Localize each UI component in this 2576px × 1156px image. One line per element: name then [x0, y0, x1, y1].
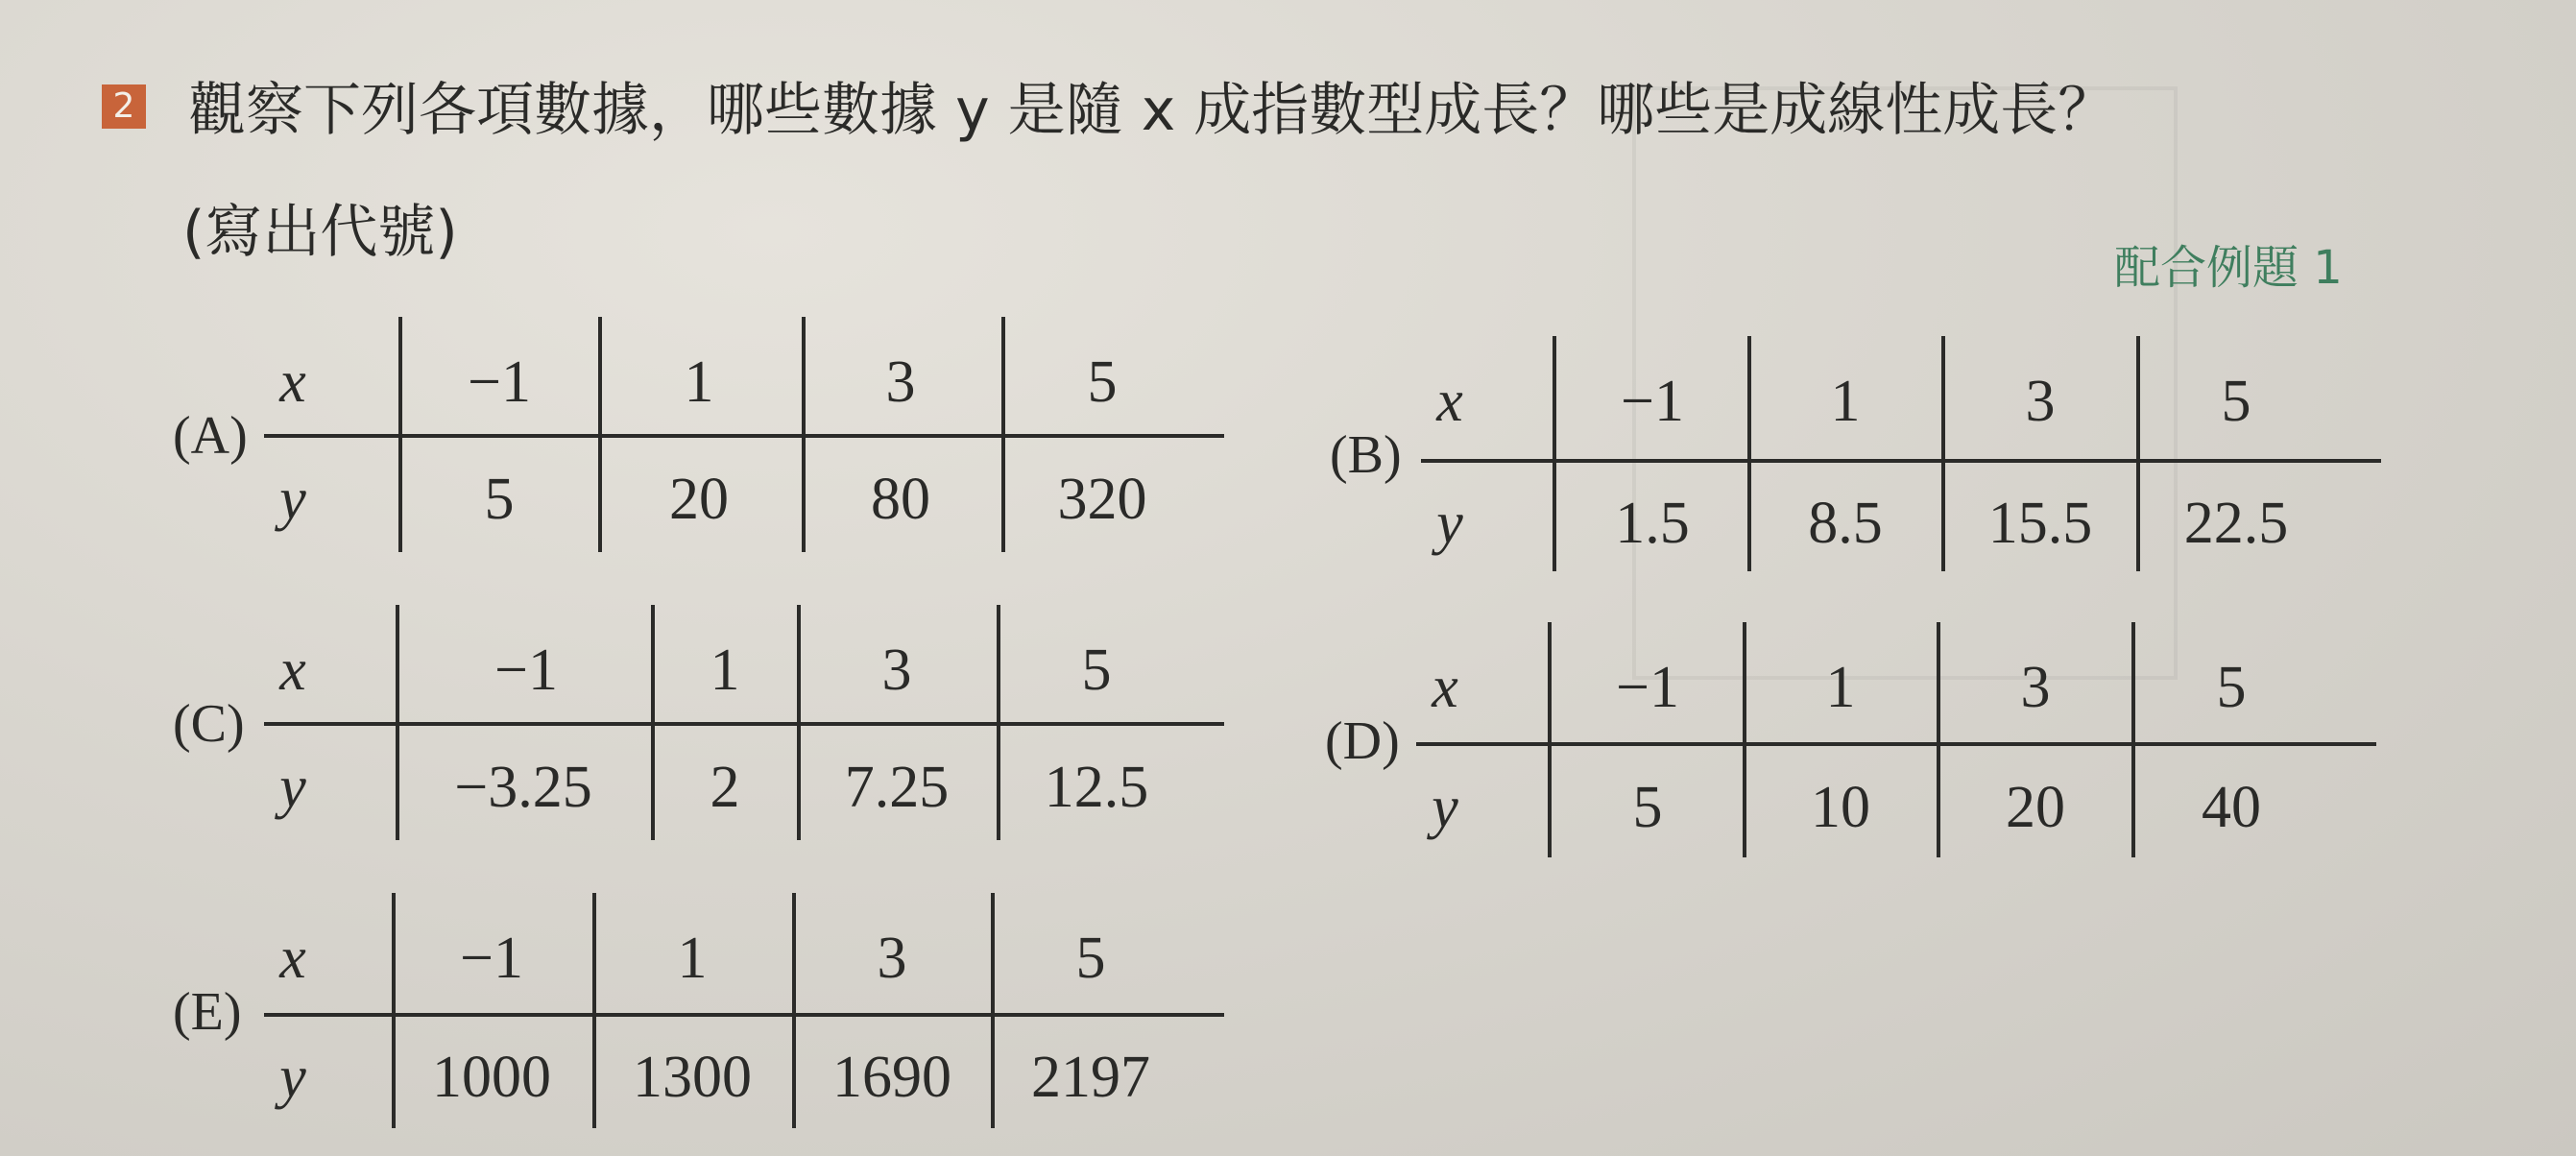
x-value-cell: 1	[1830, 369, 1861, 434]
table-label: (A)	[173, 406, 248, 466]
table-divider-horizontal	[264, 722, 1224, 726]
y-value-cell: 80	[871, 467, 930, 532]
table-label: (C)	[173, 694, 245, 754]
x-value-cell: −1	[494, 638, 558, 703]
y-header: y	[279, 1045, 306, 1110]
x-header: x	[279, 349, 306, 415]
question-number-badge: 2	[102, 84, 146, 129]
y-header: y	[1436, 491, 1463, 556]
table-label: (B)	[1330, 425, 1402, 485]
x-value-cell: −1	[460, 926, 523, 991]
x-value-cell: 5	[1087, 349, 1118, 415]
table-divider-horizontal	[264, 434, 1224, 438]
table-divider-horizontal	[1421, 459, 2381, 463]
x-value-cell: 5	[2216, 655, 2247, 720]
x-value-cell: 1	[684, 349, 714, 415]
y-value-cell: 8.5	[1808, 491, 1883, 556]
y-value-cell: 12.5	[1044, 755, 1149, 820]
y-value-cell: 15.5	[1987, 491, 2093, 556]
x-value-cell: −1	[1616, 655, 1679, 720]
y-value-cell: −3.25	[454, 755, 592, 820]
question-text-line1: 觀察下列各項數據，哪些數據 y 是隨 x 成指數型成長？哪些是成線性成長？	[188, 77, 2116, 144]
data-table-b	[1330, 336, 2367, 595]
table-label: (D)	[1325, 711, 1400, 771]
data-table-d	[1325, 622, 2362, 881]
data-table-a	[173, 317, 1210, 576]
x-header: x	[1436, 369, 1463, 434]
y-value-cell: 20	[2006, 775, 2065, 840]
x-value-cell: 1	[710, 638, 740, 703]
y-value-cell: 2197	[1031, 1045, 1150, 1110]
x-value-cell: 5	[2221, 369, 2251, 434]
x-value-cell: 3	[885, 349, 916, 415]
y-value-cell: 5	[1632, 775, 1663, 840]
x-value-cell: 5	[1075, 926, 1106, 991]
table-divider-vertical	[396, 605, 399, 840]
question-text-line2: (寫出代號)	[182, 199, 458, 266]
y-header: y	[279, 467, 306, 532]
table-divider-vertical	[398, 317, 402, 552]
data-table-c	[173, 605, 1210, 864]
x-header: x	[279, 638, 306, 703]
x-header: x	[1432, 655, 1458, 720]
table-divider-horizontal	[1416, 742, 2376, 746]
reference-example: 配合例題 1	[2114, 241, 2343, 295]
y-value-cell: 1.5	[1615, 491, 1690, 556]
table-label: (E)	[173, 982, 242, 1042]
x-value-cell: 3	[881, 638, 912, 703]
x-value-cell: 3	[877, 926, 907, 991]
x-value-cell: 3	[2020, 655, 2051, 720]
x-value-cell: 1	[1825, 655, 1856, 720]
table-divider-vertical	[598, 317, 602, 552]
y-value-cell: 2	[710, 755, 740, 820]
y-value-cell: 7.25	[844, 755, 950, 820]
x-value-cell: 1	[677, 926, 708, 991]
data-table-e	[173, 893, 1210, 1152]
y-value-cell: 1690	[832, 1045, 951, 1110]
y-value-cell: 20	[669, 467, 729, 532]
y-header: y	[279, 755, 306, 820]
y-value-cell: 5	[484, 467, 515, 532]
x-value-cell: 5	[1081, 638, 1112, 703]
y-value-cell: 1000	[432, 1045, 551, 1110]
y-header: y	[1432, 775, 1458, 840]
y-value-cell: 40	[2202, 775, 2261, 840]
y-value-cell: 22.5	[2183, 491, 2289, 556]
y-value-cell: 1300	[633, 1045, 752, 1110]
table-divider-vertical	[1001, 317, 1005, 552]
table-divider-horizontal	[264, 1013, 1224, 1017]
x-value-cell: −1	[1621, 369, 1684, 434]
x-header: x	[279, 926, 306, 991]
y-value-cell: 10	[1811, 775, 1870, 840]
x-value-cell: −1	[468, 349, 531, 415]
x-value-cell: 3	[2025, 369, 2056, 434]
y-value-cell: 320	[1057, 467, 1147, 532]
